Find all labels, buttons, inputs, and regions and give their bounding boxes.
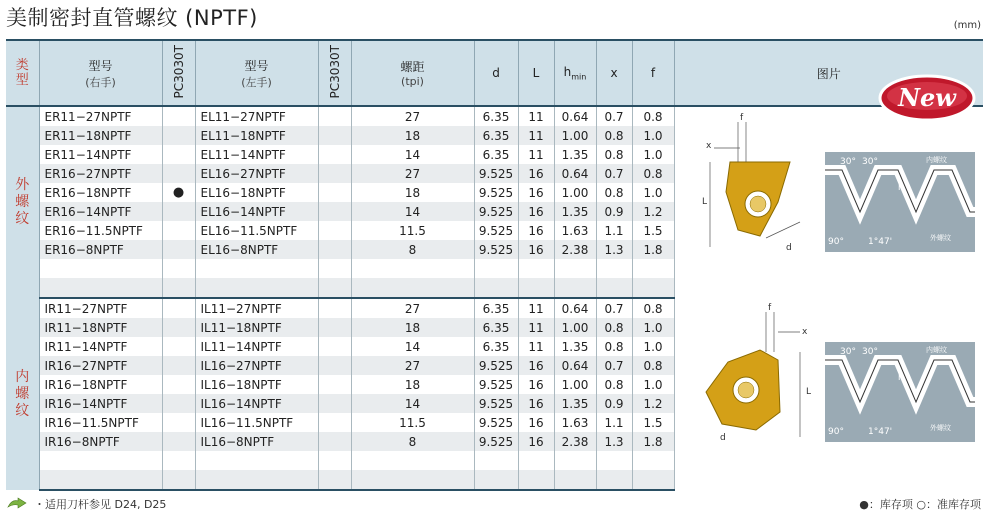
- cell-stock-r: [162, 278, 195, 298]
- cell-f: [632, 259, 674, 278]
- svg-text:h: h: [898, 183, 904, 193]
- cell-L: 16: [518, 432, 554, 451]
- cell-stock-r: [162, 451, 195, 470]
- cell-stock-l: [318, 126, 351, 145]
- external-thread-diagram: [700, 112, 980, 262]
- cell-stock-r: [162, 240, 195, 259]
- cell-L: 11: [518, 337, 554, 356]
- cell-d: 6.35: [474, 318, 518, 337]
- cell-model-l: EL16−14NPTF: [195, 202, 318, 221]
- cell-h: 1.35: [554, 337, 596, 356]
- cell-stock-r: [162, 298, 195, 318]
- svg-text:内螺纹: 内螺纹: [926, 346, 947, 354]
- cell-model-l: IL16−8NPTF: [195, 432, 318, 451]
- cell-stock-r: [162, 221, 195, 240]
- cell-x: 0.7: [596, 106, 632, 126]
- cell-stock-l: [318, 183, 351, 202]
- cell-f: 0.8: [632, 356, 674, 375]
- cell-model-l: EL16−11.5NPTF: [195, 221, 318, 240]
- cell-h: [554, 470, 596, 490]
- cell-d: [474, 259, 518, 278]
- svg-text:30°: 30°: [862, 347, 878, 357]
- cell-pitch: 18: [351, 126, 474, 145]
- cell-model-l: IL16−27NPTF: [195, 356, 318, 375]
- cell-stock-l: [318, 164, 351, 183]
- cell-stock-r: [162, 126, 195, 145]
- cell-model-r: ER16−18NPTF: [39, 183, 162, 202]
- cell-model-l: EL11−27NPTF: [195, 106, 318, 126]
- cell-stock-l: [318, 451, 351, 470]
- cell-f: 1.0: [632, 318, 674, 337]
- cell-h: 1.00: [554, 375, 596, 394]
- cell-model-r: ER11−27NPTF: [39, 106, 162, 126]
- cell-h: 1.35: [554, 394, 596, 413]
- cell-model-l: EL16−8NPTF: [195, 240, 318, 259]
- cell-L: [518, 451, 554, 470]
- cell-f: 1.2: [632, 394, 674, 413]
- cell-x: [596, 278, 632, 298]
- cell-model-r: ER16−14NPTF: [39, 202, 162, 221]
- cell-stock-r: [162, 145, 195, 164]
- svg-text:30°: 30°: [862, 157, 878, 167]
- svg-text:90°: 90°: [828, 427, 844, 437]
- cell-d: 6.35: [474, 126, 518, 145]
- cell-f: 1.5: [632, 221, 674, 240]
- cell-x: 0.7: [596, 356, 632, 375]
- svg-text:L: L: [806, 387, 812, 397]
- cell-d: 9.525: [474, 394, 518, 413]
- cell-pitch: [351, 259, 474, 278]
- svg-text:d: d: [786, 243, 792, 253]
- cell-model-r: IR16−11.5NPTF: [39, 413, 162, 432]
- cell-L: [518, 259, 554, 278]
- type-cell: 外螺纹: [6, 106, 39, 298]
- cell-f: 1.0: [632, 183, 674, 202]
- cell-d: 9.525: [474, 221, 518, 240]
- cell-L: 16: [518, 356, 554, 375]
- cell-f: 1.0: [632, 126, 674, 145]
- cell-model-r: ER11−18NPTF: [39, 126, 162, 145]
- cell-stock-r: [162, 394, 195, 413]
- cell-pitch: 18: [351, 375, 474, 394]
- cell-model-r: IR16−27NPTF: [39, 356, 162, 375]
- cell-model-l: EL11−14NPTF: [195, 145, 318, 164]
- header-x: x: [596, 40, 632, 106]
- cell-stock-r: [162, 375, 195, 394]
- cell-stock-l: [318, 413, 351, 432]
- type-cell: 内螺纹: [6, 298, 39, 490]
- cell-stock-l: [318, 356, 351, 375]
- cell-stock-l: [318, 240, 351, 259]
- cell-stock-l: [318, 221, 351, 240]
- cell-x: [596, 259, 632, 278]
- cell-stock-r: [162, 106, 195, 126]
- cell-d: 6.35: [474, 337, 518, 356]
- cell-h: 1.63: [554, 221, 596, 240]
- cell-h: 1.35: [554, 145, 596, 164]
- cell-d: 9.525: [474, 375, 518, 394]
- cell-stock-r: [162, 259, 195, 278]
- cell-h: 2.38: [554, 432, 596, 451]
- header-pitch: 螺距 (tpi): [351, 40, 474, 106]
- cell-L: 16: [518, 375, 554, 394]
- footer-note: [6, 496, 166, 512]
- cell-x: [596, 470, 632, 490]
- cell-x: 0.8: [596, 318, 632, 337]
- cell-model-l: EL11−18NPTF: [195, 126, 318, 145]
- insert-drawing: [706, 303, 811, 443]
- cell-model-r: IR16−18NPTF: [39, 375, 162, 394]
- cell-model-r: ER11−14NPTF: [39, 145, 162, 164]
- cell-h: [554, 278, 596, 298]
- cell-f: 1.8: [632, 432, 674, 451]
- thread-profile: [825, 342, 975, 442]
- cell-d: 9.525: [474, 240, 518, 259]
- cell-x: 1.1: [596, 413, 632, 432]
- cell-stock-r: [162, 356, 195, 375]
- svg-text:New: New: [898, 83, 956, 112]
- cell-stock-r: [162, 432, 195, 451]
- cell-L: 16: [518, 183, 554, 202]
- cell-h: 0.64: [554, 356, 596, 375]
- cell-d: [474, 470, 518, 490]
- header-grade-right: PC3030T: [162, 40, 195, 106]
- cell-f: 1.2: [632, 202, 674, 221]
- cell-h: 0.64: [554, 164, 596, 183]
- cell-x: 0.7: [596, 164, 632, 183]
- cell-h: 1.00: [554, 318, 596, 337]
- cell-L: [518, 470, 554, 490]
- cell-d: 6.35: [474, 145, 518, 164]
- cell-f: [632, 278, 674, 298]
- cell-pitch: 18: [351, 318, 474, 337]
- footer-note-text: ・适用刀杆参见 D24, D25: [34, 498, 167, 511]
- header-picture: 图片: [674, 40, 983, 106]
- internal-thread-diagram: [700, 302, 980, 452]
- cell-L: 11: [518, 145, 554, 164]
- cell-x: 0.7: [596, 298, 632, 318]
- cell-L: 16: [518, 164, 554, 183]
- cell-d: 9.525: [474, 183, 518, 202]
- cell-model-r: ER16−27NPTF: [39, 164, 162, 183]
- cell-L: 16: [518, 413, 554, 432]
- header-grade-left: PC3030T: [318, 40, 351, 106]
- arrow-icon: [6, 497, 28, 511]
- cell-L: 16: [518, 240, 554, 259]
- cell-stock-r: [162, 318, 195, 337]
- cell-pitch: 8: [351, 432, 474, 451]
- cell-L: 16: [518, 394, 554, 413]
- cell-x: 1.3: [596, 240, 632, 259]
- cell-d: 9.525: [474, 202, 518, 221]
- cell-h: 0.64: [554, 298, 596, 318]
- cell-model-r: ER16−11.5NPTF: [39, 221, 162, 240]
- cell-f: 1.0: [632, 375, 674, 394]
- cell-stock-r: [162, 202, 195, 221]
- cell-pitch: 18: [351, 183, 474, 202]
- cell-x: 1.1: [596, 221, 632, 240]
- cell-stock-l: [318, 432, 351, 451]
- cell-f: 1.0: [632, 337, 674, 356]
- cell-model-r: IR11−27NPTF: [39, 298, 162, 318]
- svg-text:f: f: [740, 113, 744, 123]
- cell-model-l: EL16−18NPTF: [195, 183, 318, 202]
- cell-pitch: 14: [351, 145, 474, 164]
- cell-x: 0.9: [596, 202, 632, 221]
- cell-pitch: 14: [351, 337, 474, 356]
- cell-stock-l: [318, 202, 351, 221]
- cell-stock-r: [162, 413, 195, 432]
- cell-pitch: 8: [351, 240, 474, 259]
- header-model-right: 型号 (右手): [39, 40, 162, 106]
- svg-text:外螺纹: 外螺纹: [930, 424, 951, 432]
- cell-h: 1.35: [554, 202, 596, 221]
- cell-model-l: [195, 451, 318, 470]
- svg-text:外螺纹: 外螺纹: [930, 234, 951, 242]
- cell-model-r: IR11−14NPTF: [39, 337, 162, 356]
- cell-model-r: [39, 259, 162, 278]
- cell-model-r: ER16−8NPTF: [39, 240, 162, 259]
- cell-pitch: 11.5: [351, 413, 474, 432]
- cell-model-l: IL16−14NPTF: [195, 394, 318, 413]
- stock-legend: ●：库存项 ○：准库存项: [859, 498, 981, 511]
- cell-stock-r: ●: [162, 183, 195, 202]
- cell-model-l: IL11−27NPTF: [195, 298, 318, 318]
- cell-d: 6.35: [474, 106, 518, 126]
- cell-x: 0.8: [596, 337, 632, 356]
- svg-text:内螺纹: 内螺纹: [926, 156, 947, 164]
- insert-drawing: [702, 113, 800, 253]
- svg-text:x: x: [706, 141, 712, 151]
- cell-x: 0.8: [596, 145, 632, 164]
- cell-stock-l: [318, 337, 351, 356]
- cell-model-r: [39, 451, 162, 470]
- cell-model-l: IL16−11.5NPTF: [195, 413, 318, 432]
- cell-f: 0.8: [632, 164, 674, 183]
- cell-stock-r: [162, 164, 195, 183]
- cell-stock-l: [318, 278, 351, 298]
- cell-model-l: IL16−18NPTF: [195, 375, 318, 394]
- svg-text:f: f: [768, 303, 772, 313]
- cell-stock-l: [318, 298, 351, 318]
- cell-d: 6.35: [474, 298, 518, 318]
- cell-pitch: 27: [351, 356, 474, 375]
- header-d: d: [474, 40, 518, 106]
- cell-d: 9.525: [474, 164, 518, 183]
- cell-model-l: IL11−18NPTF: [195, 318, 318, 337]
- cell-h: 0.64: [554, 106, 596, 126]
- cell-pitch: 27: [351, 164, 474, 183]
- cell-model-r: [39, 278, 162, 298]
- thread-profile: [825, 152, 975, 252]
- cell-stock-l: [318, 106, 351, 126]
- cell-x: 0.8: [596, 126, 632, 145]
- cell-x: [596, 451, 632, 470]
- cell-h: 1.00: [554, 183, 596, 202]
- cell-pitch: 14: [351, 202, 474, 221]
- cell-f: [632, 470, 674, 490]
- cell-L: 16: [518, 221, 554, 240]
- cell-d: 9.525: [474, 413, 518, 432]
- cell-x: 0.8: [596, 375, 632, 394]
- cell-pitch: 11.5: [351, 221, 474, 240]
- svg-text:30°: 30°: [840, 157, 856, 167]
- cell-f: [632, 451, 674, 470]
- cell-stock-l: [318, 470, 351, 490]
- cell-f: 0.8: [632, 106, 674, 126]
- svg-text:h: h: [898, 373, 904, 383]
- unit-label: (mm): [953, 20, 981, 31]
- cell-f: 1.8: [632, 240, 674, 259]
- cell-d: 9.525: [474, 356, 518, 375]
- cell-pitch: [351, 470, 474, 490]
- cell-model-l: EL16−27NPTF: [195, 164, 318, 183]
- cell-f: 1.5: [632, 413, 674, 432]
- cell-x: 0.8: [596, 183, 632, 202]
- cell-stock-r: [162, 337, 195, 356]
- cell-L: 11: [518, 298, 554, 318]
- cell-h: [554, 451, 596, 470]
- header-model-left: 型号 (左手): [195, 40, 318, 106]
- cell-d: 9.525: [474, 432, 518, 451]
- header-f: f: [632, 40, 674, 106]
- cell-h: 1.00: [554, 126, 596, 145]
- cell-model-r: IR16−8NPTF: [39, 432, 162, 451]
- cell-pitch: [351, 451, 474, 470]
- cell-model-l: [195, 259, 318, 278]
- cell-pitch: 27: [351, 106, 474, 126]
- svg-text:1°47': 1°47': [868, 427, 893, 437]
- svg-text:90°: 90°: [828, 237, 844, 247]
- page-title: 美制密封直管螺纹 (NPTF): [6, 6, 258, 30]
- cell-L: [518, 278, 554, 298]
- svg-text:x: x: [802, 327, 808, 337]
- cell-model-l: [195, 470, 318, 490]
- svg-text:1°47': 1°47': [868, 237, 893, 247]
- cell-L: 11: [518, 318, 554, 337]
- cell-stock-l: [318, 318, 351, 337]
- cell-model-r: IR16−14NPTF: [39, 394, 162, 413]
- cell-stock-r: [162, 470, 195, 490]
- cell-stock-l: [318, 375, 351, 394]
- cell-d: [474, 451, 518, 470]
- cell-model-r: [39, 470, 162, 490]
- svg-text:L: L: [702, 197, 708, 207]
- cell-x: 1.3: [596, 432, 632, 451]
- cell-model-r: IR11−18NPTF: [39, 318, 162, 337]
- header-h: $h_{min}$: [554, 40, 596, 106]
- svg-text:30°: 30°: [840, 347, 856, 357]
- cell-pitch: 14: [351, 394, 474, 413]
- cell-f: 1.0: [632, 145, 674, 164]
- cell-h: [554, 259, 596, 278]
- cell-model-l: IL11−14NPTF: [195, 337, 318, 356]
- cell-f: 0.8: [632, 298, 674, 318]
- header-type: 类型: [6, 40, 39, 106]
- cell-L: 11: [518, 106, 554, 126]
- cell-stock-l: [318, 394, 351, 413]
- cell-d: [474, 278, 518, 298]
- cell-stock-l: [318, 145, 351, 164]
- cell-h: 1.63: [554, 413, 596, 432]
- cell-x: 0.9: [596, 394, 632, 413]
- cell-pitch: [351, 278, 474, 298]
- cell-stock-l: [318, 259, 351, 278]
- cell-model-l: [195, 278, 318, 298]
- cell-L: 16: [518, 202, 554, 221]
- header-L: L: [518, 40, 554, 106]
- cell-pitch: 27: [351, 298, 474, 318]
- svg-text:d: d: [720, 433, 726, 443]
- cell-L: 11: [518, 126, 554, 145]
- cell-h: 2.38: [554, 240, 596, 259]
